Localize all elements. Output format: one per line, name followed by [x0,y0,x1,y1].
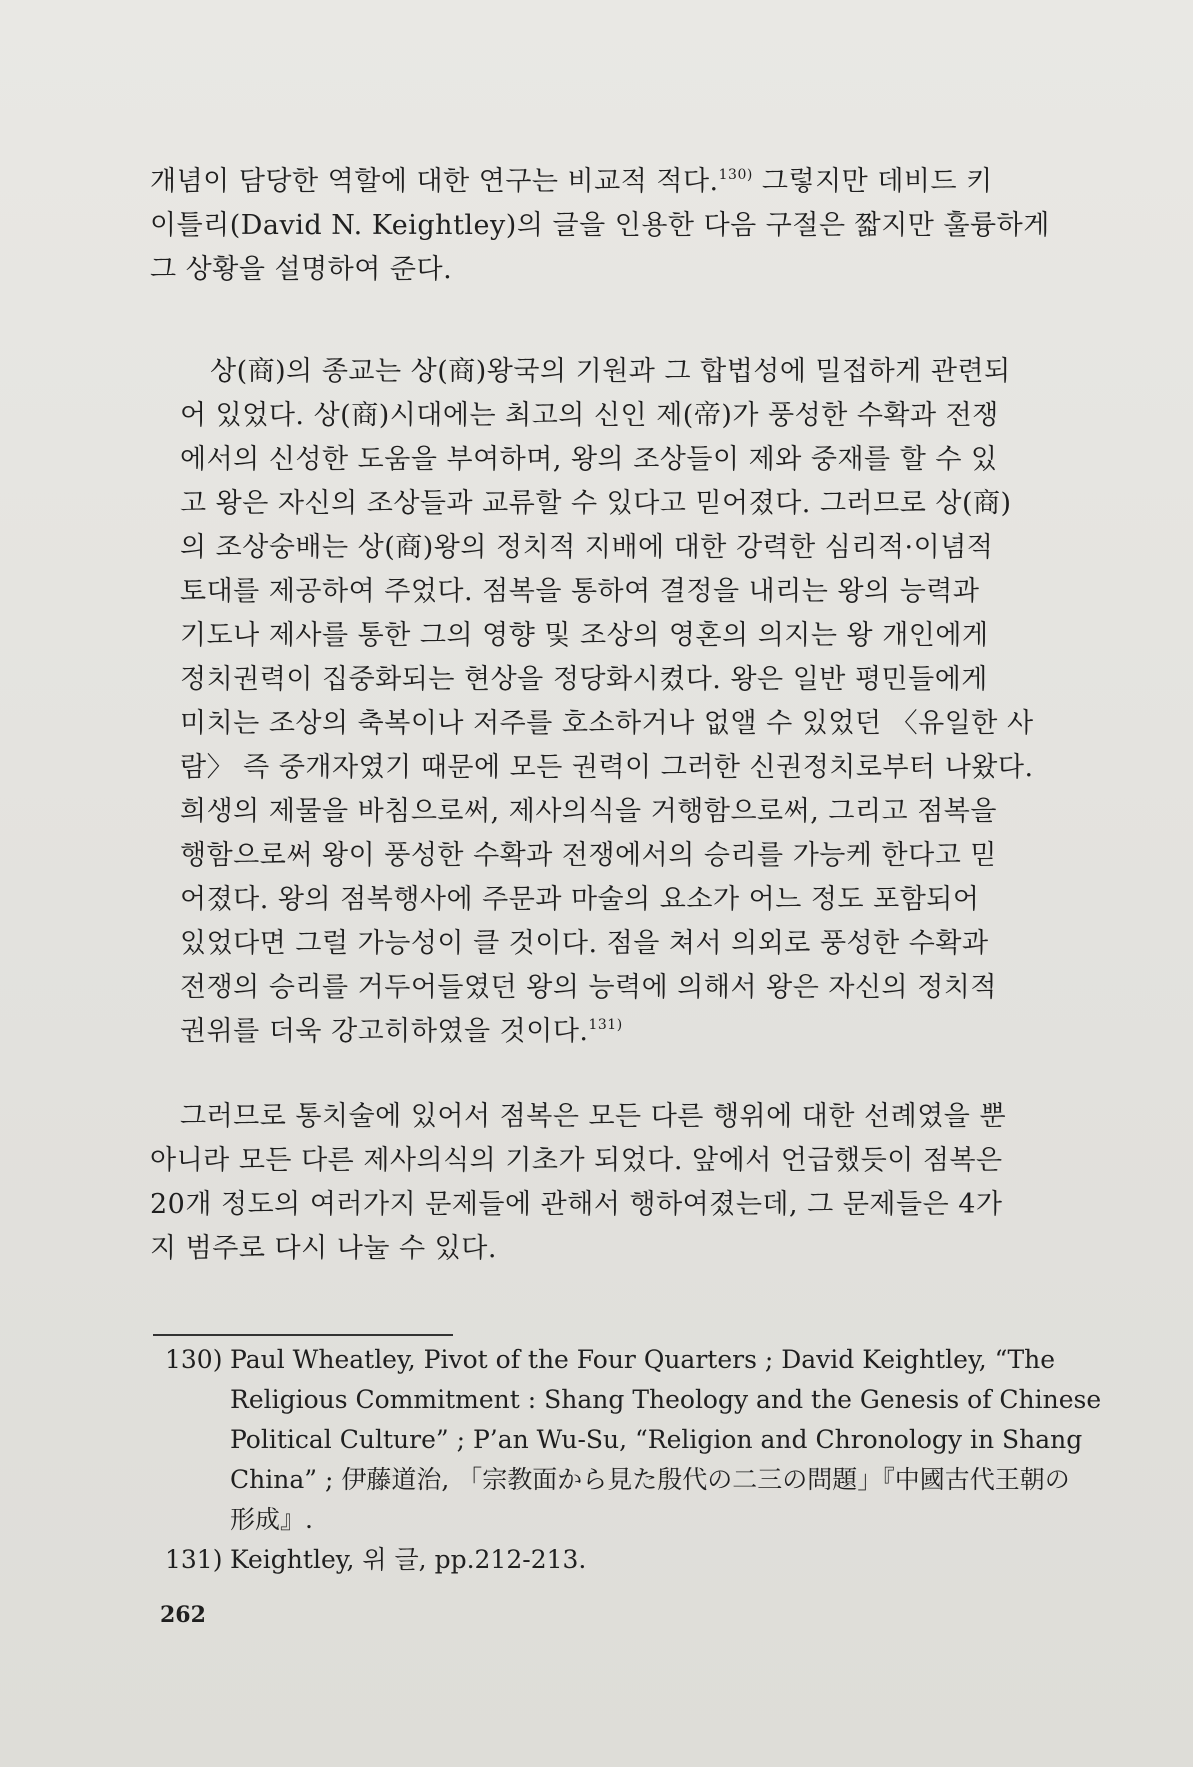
text-line: 기도나 제사를 통한 그의 영향 및 조상의 영혼의 의지는 왕 개인에게 [180,620,989,651]
page-number: 262 [160,1602,206,1628]
footnote-divider [153,1334,453,1336]
text-line: 있었다면 그럴 가능성이 클 것이다. 점을 쳐서 의외로 풍성한 수확과 [180,928,989,959]
text-line: 지 범주로 다시 나눌 수 있다. [150,1233,497,1264]
text-line: 에서의 신성한 도움을 부여하며, 왕의 조상들이 제와 중재를 할 수 있 [180,444,998,475]
footnote-130 [165,1340,1102,1540]
footnote-number: 130) [165,1345,223,1374]
footnote-text [230,1340,1101,1540]
text-line: 아니라 모든 다른 제사의식의 기초가 되었다. 앞에서 언급했듯이 점복은 [150,1145,1003,1176]
footnote-ref-130: 130) [718,167,753,183]
text-line: 정치권력이 집중화되는 현상을 정당화시켰다. 왕은 일반 평민들에게 [180,664,988,695]
text-line: 람〉 즉 중개자였기 때문에 모든 권력이 그러한 신권정치로부터 나왔다. [180,752,1034,783]
text-line: 그 상황을 설명하여 준다. [150,254,453,285]
footnotes [165,1340,1102,1580]
footnote-line: Political Culture” ; P’an Wu-Su, “Religion and Chronology in Shang [230,1425,1083,1454]
block-quote [180,350,1085,1054]
text-line: 행함으로써 왕이 풍성한 수확과 전쟁에서의 승리를 가능케 한다고 믿 [180,840,997,871]
text-line: 상(商)의 종교는 상(商)왕국의 기원과 그 합법성에 밀접하게 관련되 [210,356,1011,387]
text-line: 어졌다. 왕의 점복행사에 주문과 마술의 요소가 어느 정도 포함되어 [180,884,980,915]
footnote-line: 形成』. [230,1505,313,1534]
text-span: 개념이 담당한 역할에 대한 연구는 비교적 적다. [150,166,719,197]
footnote-131 [165,1540,1090,1580]
footnote-text [230,1540,1090,1580]
text-line: 그러므로 통치술에 있어서 점복은 모든 다른 행위에 대한 선례였을 뿐 [180,1101,1007,1132]
footnote-line: China” ; 伊藤道治, 「宗教面から見た殷代の二三の問題」『中國古代王朝の [230,1465,1070,1494]
footnote-line: Keightley, 위 글, pp.212-213. [230,1545,587,1574]
text-line: 전쟁의 승리를 거두어들였던 왕의 능력에 의해서 왕은 자신의 정치적 [180,972,997,1003]
conclusion-paragraph [150,1095,1085,1271]
text-span: 권위를 더욱 강고히하였을 것이다. [180,1016,589,1047]
footnote-ref-131: 131) [588,1017,623,1033]
text-line: 미치는 조상의 축복이나 저주를 호소하거나 없앨 수 있었던 〈유일한 사 [180,708,1034,739]
footnote-number: 131) [165,1545,223,1574]
text-line: 어 있었다. 상(商)시대에는 최고의 신인 제(帝)가 풍성한 수확과 전쟁 [180,400,999,431]
text-line [150,160,1085,204]
text-line [180,1010,1085,1054]
text-line: 고 왕은 자신의 조상들과 교류할 수 있다고 믿어졌다. 그러므로 상(商) [180,488,1012,519]
footnote-line: Religious Commitment : Shang Theology and the Genesis of Chinese [230,1385,1102,1414]
text-line: 이틀리(David N. Keightley)의 글을 인용한 다음 구절은 짧지만 훌륭하게 [150,210,1050,241]
footnote-line: Paul Wheatley, Pivot of the Four Quarters ; David Keightley, “The [230,1345,1056,1374]
intro-paragraph [150,160,1085,292]
text-line: 토대를 제공하여 주었다. 점복을 통하여 결정을 내리는 왕의 능력과 [180,576,980,607]
text-line: 20개 정도의 여러가지 문제들에 관해서 행하여졌는데, 그 문제들은 4가 [150,1189,1003,1220]
text-line: 희생의 제물을 바침으로써, 제사의식을 거행함으로써, 그리고 점복을 [180,796,997,827]
text-span: 그렇지만 데비드 키 [752,166,993,197]
text-line: 의 조상숭배는 상(商)왕의 정치적 지배에 대한 강력한 심리적·이념적 [180,532,994,563]
